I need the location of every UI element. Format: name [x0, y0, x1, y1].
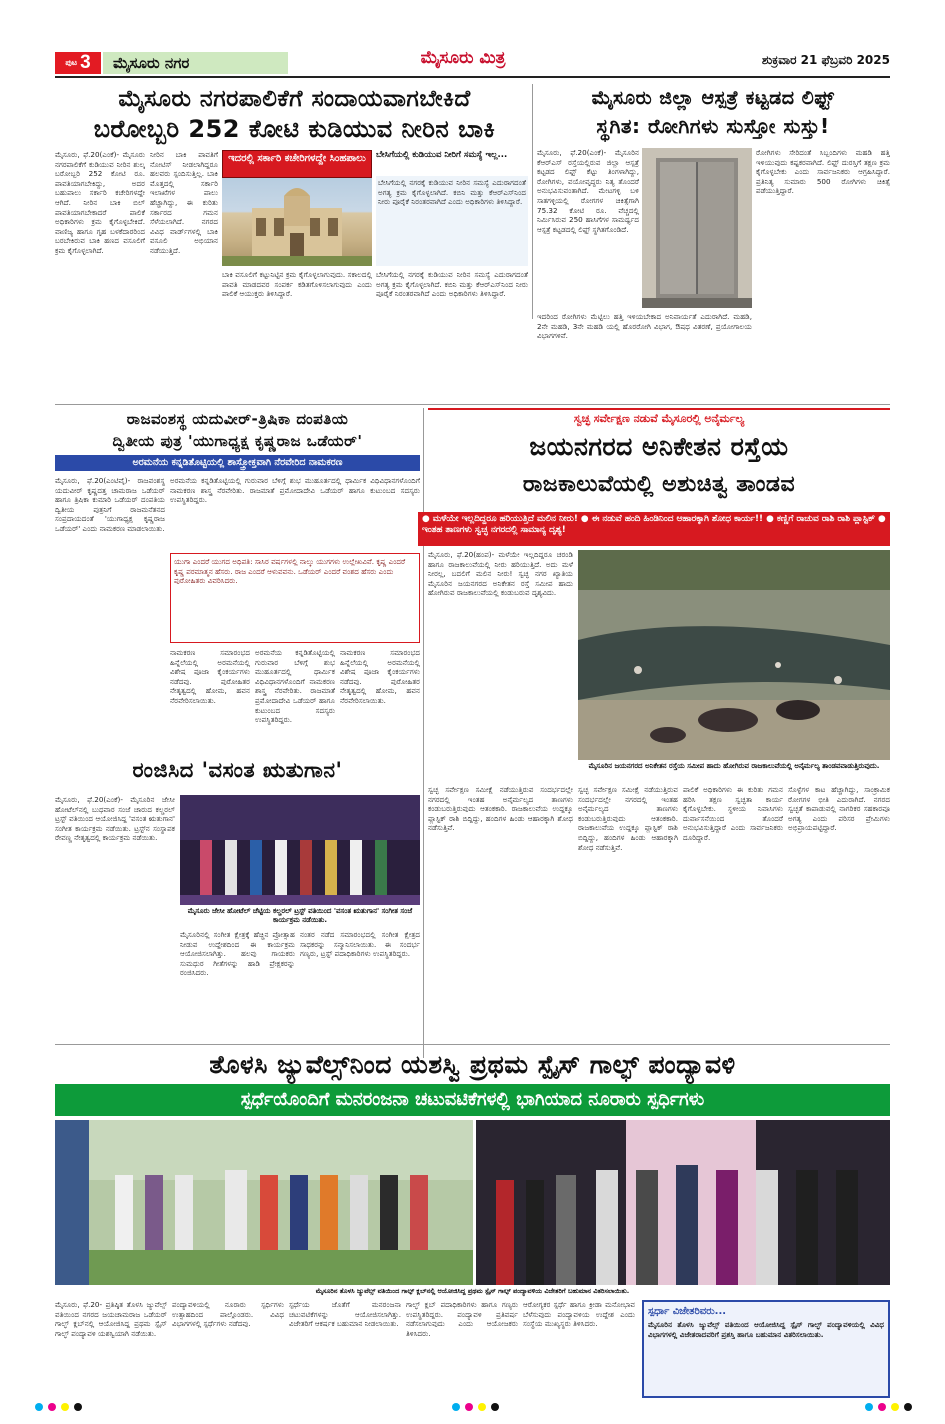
row-divider	[55, 404, 890, 405]
story3-headline-line1: ರಾಜವಂಶಸ್ಥ ಯದುವೀರ್-ತ್ರಿಷಿಕಾ ದಂಪತಿಯ	[126, 410, 349, 428]
story4-photo-caption: ಮೈಸೂರಿನ ಜಯನಗರದ ಅನಿಕೇತನ ರಸ್ತೆಯ ಸಮೀಪ ಹಾದು ಹೋಗಿರುವ ರಾಜಕಾಲುವೆಯಲ್ಲಿ ಅನೈರ್ಮಲ್ಯ ತಾಂಡವವಾಡುತ್ತಿರುವುದು.	[588, 762, 880, 770]
story6-column-2: ಪಂದ್ಯಾವಳಿಯಲ್ಲಿ ನೂರಾರು ಸ್ಪರ್ಧಿಗಳು ಉತ್ಸಾಹದಿಂದ ಪಾಲ್ಗೊಂಡರು. ವಿವಿಧ ವಿಭಾಗಗಳಲ್ಲಿ ಸ್ಪರ್ಧೆಗಳು ನಡೆದವು.	[172, 1300, 284, 1329]
story4-column-2: ಸ್ವಚ್ಛ ಸರ್ವೇಕ್ಷಣ ಸಮೀಕ್ಷೆ ನಡೆಯುತ್ತಿರುವ ಸಂದರ್ಭದಲ್ಲೇ ನಗರದಲ್ಲಿ ಇಂತಹ ಅನೈರ್ಮಲ್ಯದ ತಾಣಗಳು ಕಂಡುಬರುತ್ತಿರುವುದು ಆತಂಕಕಾರಿ. ರಾಜಕಾಲುವೆಯ ಉದ್ದಕ್ಕೂ ಪ್ಲಾಸ್ಟಿಕ್ ರಾಶಿ ಬಿದ್ದಿದ್ದು, ಹಂದಿಗಳ ಹಿಂಡು ಆಹಾರಕ್ಕಾಗಿ ಶೋಧ ನಡೆಸುತ್ತಿವೆ.	[578, 785, 678, 852]
story1-headline-line2: ಬರೋಬ್ಬರಿ 252 ಕೋಟಿ ಕುಡಿಯುವ ನೀರಿನ ಬಾಕಿ	[93, 115, 496, 143]
page-word: ಪುಟ	[65, 58, 78, 67]
winners-text: ಮೈಸೂರಿನ ತೊಳಸಿ ಜ್ಯುವೆಲ್ಸ್ ವತಿಯಿಂದ ಆಯೋಜಿಸಿದ್ದ ಸ್ಪೈಸ್ ಗಾಲ್ಫ್ ಪಂದ್ಯಾವಳಿಯಲ್ಲಿ ವಿವಿಧ ವಿಭಾಗಗಳಲ್ಲಿ ವಿಜೇತರಾದವರಿಗೆ ಪ್ರಶಸ್ತಿ ಹಾಗೂ ಬಹುಮಾನ ವಿತರಿಸಲಾಯಿತು.	[648, 1320, 884, 1339]
story4-column-1: ಮೈಸೂರು, ಫೆ.20(ಹಂಪ)- ಮಳೆಯೇ ಇಲ್ಲದಿದ್ದರೂ ಚರಂಡಿ ಹಾಗೂ ರಾಜಕಾಲುವೆಯಲ್ಲಿ ನೀರು ಹರಿಯುತ್ತಿದೆ. ಅದು ಮಳೆ ನೀರಲ್ಲ, ಬದಲಿಗೆ ಮಲಿನ ನೀರು! ಸ್ವಚ್ಛ ನಗರ ಖ್ಯಾತಿಯ ಮೈಸೂರಿನ ಜಯನಗರದ ಅನಿಕೇತನ ರಸ್ತೆ ಸಮೀಪ ಹಾದು ಹೋಗಿರುವ ರಾಜಕಾಲುವೆಯಲ್ಲಿ ಕಂಡುಬರುವ ದೃಶ್ಯವಿದು.	[428, 550, 573, 598]
winners-box	[642, 1300, 890, 1398]
drain-illustration	[578, 550, 890, 760]
column-divider	[423, 408, 424, 1058]
masthead-logo: ಮೈಸೂರು ಮಿತ್ರ	[420, 48, 506, 68]
story2-column-1: ಮೈಸೂರು, ಫೆ.20(ಎಂಕೆ)- ಮೈಸೂರಿನ ಕೆಆರ್‌ಎಸ್ ರಸ್ತೆಯಲ್ಲಿರುವ ಜಿಲ್ಲಾ ಆಸ್ಪತ್ರೆ ಕಟ್ಟಡದ ಲಿಫ್ಟ್ ಕೆಟ್ಟು ತಿಂಗಳಾಗಿದ್ದು, ರೋಗಿಗಳು, ವಯೋವೃದ್ಧರು ನಿತ್ಯ ತೊಂದರೆ ಅನುಭವಿಸುವಂತಾಗಿದೆ. ಮೇಟಗಳ್ಳಿ ಬಳಿ ಸಾತಗಳ್ಳಿಯಲ್ಲಿ ರೋಗಗಳ ಚಿಕಿತ್ಸೆಗಾಗಿ 75.32 ಕೋಟಿ ರೂ. ವೆಚ್ಚದಲ್ಲಿ ನಿರ್ಮಿಸಿರುವ 250 ಹಾಸಿಗೆಗಳ ಸಾಮರ್ಥ್ಯದ ಆಸ್ಪತ್ರೆ ಕಟ್ಟಡದಲ್ಲಿ ಲಿಫ್ಟ್ ಸ್ಥಗಿತಗೊಂಡಿದೆ.	[537, 148, 639, 234]
dateline: ಶುಕ್ರವಾರ 21 ಫೆಬ್ರವರಿ 2025	[761, 53, 890, 67]
story6-column-5: ಆರೋಗ್ಯಕರ ಸ್ಪರ್ಧೆ ಹಾಗೂ ಕ್ರೀಡಾ ಮನೋಭಾವ ಬೆಳೆಸುವುದು ಪಂದ್ಯಾವಳಿಯ ಉದ್ದೇಶ ಎಂದು ಸಂಸ್ಥೆಯ ಮುಖ್ಯಸ್ಥರು ತಿಳಿಸಿದರು.	[523, 1300, 635, 1329]
row-divider	[55, 1044, 890, 1045]
story1-side-title: ಬೇಸಿಗೆಯಲ್ಲಿ ಕುಡಿಯುವ ನೀರಿಗೆ ಸಮಸ್ಯೆ ಇಲ್ಲ...	[376, 150, 508, 160]
award-illustration	[476, 1120, 890, 1285]
story6-headline: ತೊಳಸಿ ಜ್ಯುವೆಲ್ಸ್‌ನಿಂದ ಯಶಸ್ವಿ ಪ್ರಥಮ ಸ್ಪೈಸ್ ಗಾಲ್ಫ್ ಪಂದ್ಯಾವಳಿ	[209, 1050, 736, 1079]
story5-headline: ರಂಜಿಸಿದ 'ವಸಂತ ಋತುಗಾನ'	[132, 758, 343, 782]
story3-note-box: ಯುಗಾ ಎಂದರೆ ಯುಗದ ಅಧಿಪತಿ: ಸಾಸಿರ ವರ್ಷಗಳಲ್ಲಿ ನಾಲ್ಕು ಯುಗಗಳು ಉಲ್ಲೇಖವಿವೆ. ಕೃಷ್ಣ ಎಂದರೆ ಕೃಷ್ಣ ಪರಮಾತ್ಮನ ಹೆಸರು. ರಾಜ ಎಂದರೆ ಆಳುವವನು. ಒಡೆಯರ್ ಎಂದರೆ ವಂಶದ ಹೆಸರು ಎಂದು ಪುರೋಹಿತರು ವಿವರಿಸಿದರು.	[170, 553, 420, 643]
section-name: ಮೈಸೂರು ನಗರ	[103, 52, 288, 74]
story3-column-2: ಅರಮನೆಯ ಕನ್ನಡಿತೊಟ್ಟಿಯಲ್ಲಿ ಗುರುವಾರ ಬೆಳಿಗ್ಗೆ ಶುಭ ಮುಹೂರ್ತದಲ್ಲಿ ಧಾರ್ಮಿಕ ವಿಧಿವಿಧಾನಗಳೊಂದಿಗೆ ನಾಮಕರಣ ಶಾಸ್ತ್ರ ನೆರವೇರಿತು. ರಾಜಮಾತೆ ಪ್ರಮೋದಾದೇವಿ ಒಡೆಯರ್ ಹಾಗೂ ಕುಟುಂಬದ ಸದಸ್ಯರು ಉಪಸ್ಥಿತರಿದ್ದರು.	[170, 476, 420, 505]
story5-photo-caption: ಮೈಸೂರು ಜೇಸೀ ಹೋಟೆಲ್ ಚೆಟ್ಟಿಯ ಕಲ್ಚರಲ್ ಟ್ರಸ್ಟ್ ವತಿಯಿಂದ 'ವಸಂತ ಋತುಗಾನ' ಸಂಗೀತ ಸಂಜೆ ಕಾರ್ಯಕ್ರಮ ನಡೆಯಿತು.	[187, 907, 413, 924]
story1-column-3: ಬಾಕಿ ವಸೂಲಿಗೆ ಕಟ್ಟುನಿಟ್ಟಿನ ಕ್ರಮ ಕೈಗೊಳ್ಳಲಾಗುವುದು. ಸಕಾಲದಲ್ಲಿ ಪಾವತಿ ಮಾಡದವರ ಸಂಪರ್ಕ ಕಡಿತಗೊಳಿಸಲಾಗುವುದು ಎಂದು ಪಾಲಿಕೆ ಆಯುಕ್ತರು ತಿಳಿಸಿದ್ದಾರೆ.	[222, 270, 372, 299]
story4-column-4: ಸೊಳ್ಳೆಗಳ ಕಾಟ ಹೆಚ್ಚಾಗಿದ್ದು, ಸಾಂಕ್ರಾಮಿಕ ರೋಗಗಳ ಭೀತಿ ಎದುರಾಗಿದೆ. ನಗರದ ಸ್ವಚ್ಛತೆ ಕಾಪಾಡುವಲ್ಲಿ ನಾಗರಿಕರ ಸಹಕಾರವೂ ಅಗತ್ಯ ಎಂದು ಪರಿಸರ ಪ್ರೇಮಿಗಳು ಅಭಿಪ್ರಾಯಪಟ್ಟಿದ್ದಾರೆ.	[788, 785, 890, 833]
story1-side-column: ಬೇಸಿಗೆಯಲ್ಲಿ ನಗರಕ್ಕೆ ಕುಡಿಯುವ ನೀರಿನ ಸಮಸ್ಯೆ ಎದುರಾಗದಂತೆ ಅಗತ್ಯ ಕ್ರಮ ಕೈಗೊಳ್ಳಲಾಗಿದೆ. ಕಬಿನಿ ಮತ್ತು ಕೆಆರ್‌ಎಸ್‌ನಿಂದ ನೀರು ಪೂರೈಕೆ ನಿರಂತರವಾಗಿದೆ ಎಂದು ಅಧಿಕಾರಿಗಳು ತಿಳಿಸಿದ್ದಾರೆ.	[376, 176, 528, 266]
story2-column-3: ರೋಗಿಗಳು ಸೇರಿದಂತೆ ಸಿಬ್ಬಂದಿಗಳು ಮಹಡಿ ಹತ್ತಿ ಇಳಿಯುವುದು ಕಷ್ಟಕರವಾಗಿದೆ. ಲಿಫ್ಟ್ ದುರಸ್ತಿಗೆ ತಕ್ಷಣ ಕ್ರಮ ಕೈಗೊಳ್ಳಬೇಕು ಎಂದು ಸಾರ್ವಜನಿಕರು ಆಗ್ರಹಿಸಿದ್ದಾರೆ. ಪ್ರತಿನಿತ್ಯ ಸುಮಾರು 500 ರೋಗಿಗಳು ಚಿಕಿತ್ಸೆ ಪಡೆಯುತ್ತಿದ್ದಾರೆ.	[756, 148, 890, 196]
story6-column-4: ಗಾಲ್ಫ್ ಕ್ಲಬ್ ಪದಾಧಿಕಾರಿಗಳು ಹಾಗೂ ಗಣ್ಯರು ಉಪಸ್ಥಿತರಿದ್ದರು. ಪಂದ್ಯಾವಳಿ ಪ್ರತಿವರ್ಷ ನಡೆಸಲಾಗುವುದು ಎಂದು ಆಯೋಜಕರು ತಿಳಿಸಿದರು.	[406, 1300, 518, 1338]
golfers-illustration	[55, 1120, 473, 1285]
print-registration-marks-center	[452, 1403, 499, 1411]
story4-headline	[428, 428, 890, 504]
story1-inset-label: ಇದರಲ್ಲಿ ಸರ್ಕಾರಿ ಕಚೇರಿಗಳದ್ದೇ ಸಿಂಹಪಾಲು	[222, 150, 372, 178]
story6-column-3: ಸ್ಪರ್ಧೆಯ ಜೊತೆಗೆ ಮನರಂಜನಾ ಚಟುವಟಿಕೆಗಳನ್ನು ಆಯೋಜಿಸಲಾಗಿತ್ತು. ವಿಜೇತರಿಗೆ ಆಕರ್ಷಕ ಬಹುಮಾನ ನೀಡಲಾಯಿತು.	[289, 1300, 401, 1329]
story4-column-3: ಪಾಲಿಕೆ ಅಧಿಕಾರಿಗಳು ಈ ಕುರಿತು ಗಮನ ಹರಿಸಿ ತಕ್ಷಣ ಸ್ವಚ್ಛತಾ ಕಾರ್ಯ ಕೈಗೊಳ್ಳಬೇಕು. ಸ್ಥಳೀಯ ನಿವಾಸಿಗಳು ದುರ್ವಾಸನೆಯಿಂದ ತೊಂದರೆ ಅನುಭವಿಸುತ್ತಿದ್ದಾರೆ ಎಂದು ಸಾರ್ವಜನಿಕರು ದೂರಿದ್ದಾರೆ.	[683, 785, 783, 842]
story6-photo-award	[476, 1120, 890, 1285]
story5-column-3: ನಂತರ ನಡೆದ ಸಮಾರಂಭದಲ್ಲಿ ಸಂಗೀತ ಕ್ಷೇತ್ರದ ಸಾಧಕರನ್ನು ಸನ್ಮಾನಿಸಲಾಯಿತು. ಈ ಸಂದರ್ಭ ಗಣ್ಯರು, ಟ್ರಸ್ಟ್ ಪದಾಧಿಕಾರಿಗಳು ಉಪಸ್ಥಿತರಿದ್ದರು.	[300, 930, 420, 959]
story1-column-2: ನೀರಿನ ಬಾಕಿ ಪಾವತಿಗೆ ನೋಟಿಸ್ ನೀಡಲಾಗಿದ್ದರೂ ಹಲವರು ಸ್ಪಂದಿಸುತ್ತಿಲ್ಲ. ಬಾಕಿ ಮೊತ್ತದಲ್ಲಿ ಸರ್ಕಾರಿ ಇಲಾಖೆಗಳ ಪಾಲು ಹೆಚ್ಚಾಗಿದ್ದು, ಈ ಕುರಿತು ಸರ್ಕಾರದ ಗಮನ ಸೆಳೆಯಲಾಗಿದೆ. ನಗರದ ವಿವಿಧ ವಾರ್ಡ್‌ಗಳಲ್ಲಿ ಬಾಕಿ ವಸೂಲಿ ಅಭಿಯಾನ ನಡೆಯುತ್ತಿದೆ.	[150, 150, 218, 255]
page-number-badge	[55, 52, 101, 74]
story4-bullets: ● ಮಳೆಯೇ ಇಲ್ಲದಿದ್ದರೂ ಹರಿಯುತ್ತಿದೆ ಮಲಿನ ನೀರು! ● ಈ ನಡುವೆ ಹಂದಿ ಹಿಂಡಿನಿಂದ ಆಹಾರಕ್ಕಾಗಿ ಶೋಧ ಕಾರ್ಯ!! ● ಕಣ್ಣಿಗೆ ರಾಚುವ ರಾಶಿ ರಾಶಿ ಪ್ಲಾಸ್ಟಿಕ್ ● ಇಂತಹ ತಾಣಗಳು ಸ್ವಚ್ಛ ನಗರದಲ್ಲಿ ಸಾಮಾನ್ಯ ದೃಶ್ಯ!	[418, 512, 890, 546]
story3-subhead: ಅರಮನೆಯ ಕನ್ನಡಿತೊಟ್ಟಿಯಲ್ಲಿ ಶಾಸ್ತ್ರೋಕ್ತವಾಗಿ ನೆರವೇರಿದ ನಾಮಕರಣ	[55, 455, 420, 471]
story1-headline	[62, 84, 527, 144]
lift-illustration	[642, 148, 752, 308]
story4-headline-line2: ರಾಜಕಾಲುವೆಯಲ್ಲಿ ಅಶುಚಿತ್ವ ತಾಂಡವ	[522, 472, 796, 497]
story5-column-2: ಮೈಸೂರಿನಲ್ಲಿ ಸಂಗೀತ ಕ್ಷೇತ್ರಕ್ಕೆ ಹೆಚ್ಚಿನ ಪ್ರೋತ್ಸಾಹ ನೀಡುವ ಉದ್ದೇಶದಿಂದ ಈ ಕಾರ್ಯಕ್ರಮ ಆಯೋಜಿಸಲಾಗಿತ್ತು. ಹಲವು ಗಾಯಕರು ಸುಮಧುರ ಗೀತೆಗಳನ್ನು ಹಾಡಿ ಪ್ರೇಕ್ಷಕರನ್ನು ರಂಜಿಸಿದರು.	[180, 930, 295, 978]
story4-headline-line1: ಜಯನಗರದ ಅನಿಕೇತನ ರಸ್ತೆಯ	[529, 432, 789, 461]
winners-title: ಸ್ಪರ್ಧಾ ವಿಜೇತರಿವರು...	[648, 1306, 727, 1317]
story3-column-5: ನಾಮಕರಣ ಸಮಾರಂಭದ ಹಿನ್ನೆಲೆಯಲ್ಲಿ ಅರಮನೆಯಲ್ಲಿ ವಿಶೇಷ ಪೂಜಾ ಕೈಂಕರ್ಯಗಳು ನಡೆದವು. ಪುರೋಹಿತರ ನೇತೃತ್ವದಲ್ಲಿ ಹೋಮ, ಹವನ ನೆರವೇರಿಸಲಾಯಿತು.	[340, 648, 420, 705]
story3-headline	[55, 408, 420, 452]
story3-column-4: ಅರಮನೆಯ ಕನ್ನಡಿತೊಟ್ಟಿಯಲ್ಲಿ ಗುರುವಾರ ಬೆಳಿಗ್ಗೆ ಶುಭ ಮುಹೂರ್ತದಲ್ಲಿ ಧಾರ್ಮಿಕ ವಿಧಿವಿಧಾನಗಳೊಂದಿಗೆ ನಾಮಕರಣ ಶಾಸ್ತ್ರ ನೆರವೇರಿತು. ರಾಜಮಾತೆ ಪ್ರಮೋದಾದೇವಿ ಒಡೆಯರ್ ಹಾಗೂ ಕುಟುಂಬದ ಸದಸ್ಯರು ಉಪಸ್ಥಿತರಿದ್ದರು.	[255, 648, 335, 725]
story6-column-1: ಮೈಸೂರು, ಫೆ.20- ಪ್ರತಿಷ್ಠಿತ ತೊಳಸಿ ಜ್ಯುವೆಲ್ಸ್ ವತಿಯಿಂದ ನಗರದ ಜಯಚಾಮರಾಜ ಒಡೆಯರ್ ಗಾಲ್ಫ್ ಕ್ಲಬ್‌ನಲ್ಲಿ ಆಯೋಜಿಸಿದ್ದ ಪ್ರಥಮ ಸ್ಪೈಸ್ ಗಾಲ್ಫ್ ಪಂದ್ಯಾವಳಿ ಯಶಸ್ವಿಯಾಗಿ ನಡೆಯಿತು.	[55, 1300, 167, 1338]
building-illustration	[222, 178, 372, 266]
story1-photo-building	[222, 178, 372, 266]
story5-photo-stage	[180, 795, 420, 905]
story1-column-1: ಮೈಸೂರು, ಫೆ.20(ಎಂಕೆ)- ಮೈಸೂರು ನಗರಪಾಲಿಕೆಗೆ ಕುಡಿಯುವ ನೀರಿನ ಶುಲ್ಕ ಬರೋಬ್ಬರಿ 252 ಕೋಟಿ ರೂ. ಪಾವತಿಯಾಗಬೇಕಿದ್ದು, ಅದರ ಬಹುಪಾಲು ಸರ್ಕಾರಿ ಕಚೇರಿಗಳದ್ದೇ ಆಗಿದೆ. ನೀರಿನ ಬಾಕಿ ಬಿಲ್ ಪಾವತಿಯಾಗಬೇಕಾದರೆ ಪಾಲಿಕೆ ಅಧಿಕಾರಿಗಳು ಕ್ರಮ ಕೈಗೊಳ್ಳಬೇಕಿದೆ. ವಾಣಿಜ್ಯ ಹಾಗೂ ಗೃಹ ಬಳಕೆದಾರರಿಂದ ಬರಬೇಕಿರುವ ಬಾಕಿ ಹಣದ ವಸೂಲಿಗೆ ಕ್ರಮ ಕೈಗೊಳ್ಳಲಾಗಿದೆ.	[55, 150, 145, 255]
story2-headline	[537, 84, 889, 140]
column-divider	[532, 84, 533, 319]
print-registration-marks-left	[35, 1403, 82, 1411]
stage-illustration	[180, 795, 420, 905]
story2-column-2: ಇದರಿಂದ ರೋಗಿಗಳು ಮೆಟ್ಟಿಲು ಹತ್ತಿ ಇಳಿಯಬೇಕಾದ ಅನಿವಾರ್ಯತೆ ಎದುರಾಗಿದೆ. ಮಹಡಿ, 2ನೇ ಮಹಡಿ, 3ನೇ ಮಹಡಿ ಯಲ್ಲಿ ಹೊರರೋಗಿ ವಿಭಾಗ, ಔಷಧ ವಿತರಣೆ, ಪ್ರಯೋಗಾಲಯ ವಿಭಾಗಗಳಿವೆ.	[537, 312, 752, 341]
story1-column-4: ಬೇಸಿಗೆಯಲ್ಲಿ ನಗರಕ್ಕೆ ಕುಡಿಯುವ ನೀರಿನ ಸಮಸ್ಯೆ ಎದುರಾಗದಂತೆ ಅಗತ್ಯ ಕ್ರಮ ಕೈಗೊಳ್ಳಲಾಗಿದೆ. ಕಬಿನಿ ಮತ್ತು ಕೆಆರ್‌ಎಸ್‌ನಿಂದ ನೀರು ಪೂರೈಕೆ ನಿರಂತರವಾಗಿದೆ ಎಂದು ಅಧಿಕಾರಿಗಳು ತಿಳಿಸಿದ್ದಾರೆ.	[376, 270, 528, 299]
story1-headline-line1: ಮೈಸೂರು ನಗರಪಾಲಿಕೆಗೆ ಸಂದಾಯವಾಗಬೇಕಿದೆ	[118, 86, 471, 112]
story6-subhead: ಸ್ಪರ್ಧೆಯೊಂದಿಗೆ ಮನರಂಜನಾ ಚಟುವಟಿಕೆಗಳಲ್ಲಿ ಭಾಗಿಯಾದ ನೂರಾರು ಸ್ಪರ್ಧಿಗಳು	[55, 1084, 890, 1116]
story3-column-1: ಮೈಸೂರು, ಫೆ.20(ಎಂಟಿವೈ)- ರಾಜವಂಶಸ್ಥ ಯದುವೀರ್ ಕೃಷ್ಣದತ್ತ ಚಾಮರಾಜ ಒಡೆಯರ್ ಹಾಗೂ ತ್ರಿಷಿಕಾ ಕುಮಾರಿ ಒಡೆಯರ್ ದಂಪತಿಯ ದ್ವಿತೀಯ ಪುತ್ರನಿಗೆ ರಾಜಮನೆತನದ ಸಂಪ್ರದಾಯದಂತೆ 'ಯುಗಾಧ್ಯಕ್ಷ ಕೃಷ್ಣರಾಜ ಒಡೆಯರ್' ಎಂದು ನಾಮಕರಣ ಮಾಡಲಾಯಿತು.	[55, 476, 165, 533]
header-rule	[55, 76, 890, 78]
story3-headline-line2: ದ್ವಿತೀಯ ಪುತ್ರ 'ಯುಗಾಧ್ಯಕ್ಷ ಕೃಷ್ಣರಾಜ ಒಡೆಯರ್'	[112, 432, 363, 450]
page-number: 3	[80, 52, 91, 73]
print-registration-marks-right	[865, 1403, 912, 1411]
story4-column-5: ಸ್ವಚ್ಛ ಸರ್ವೇಕ್ಷಣ ಸಮೀಕ್ಷೆ ನಡೆಯುತ್ತಿರುವ ಸಂದರ್ಭದಲ್ಲೇ ನಗರದಲ್ಲಿ ಇಂತಹ ಅನೈರ್ಮಲ್ಯದ ತಾಣಗಳು ಕಂಡುಬರುತ್ತಿರುವುದು ಆತಂಕಕಾರಿ. ರಾಜಕಾಲುವೆಯ ಉದ್ದಕ್ಕೂ ಪ್ಲಾಸ್ಟಿಕ್ ರಾಶಿ ಬಿದ್ದಿದ್ದು, ಹಂದಿಗಳ ಹಿಂಡು ಆಹಾರಕ್ಕಾಗಿ ಶೋಧ ನಡೆಸುತ್ತಿವೆ.	[428, 785, 573, 833]
story2-photo-lift	[642, 148, 752, 308]
story2-headline-line1: ಮೈಸೂರು ಜಿಲ್ಲಾ ಆಸ್ಪತ್ರೆ ಕಟ್ಟಡದ ಲಿಫ್ಟ್	[591, 87, 835, 109]
story5-column-1: ಮೈಸೂರು, ಫೆ.20(ಎಂಕೆ)- ಮೈಸೂರಿನ ಜೇಸೀ ಹೋಟೆಲ್‌ನಲ್ಲಿ ಬುಧವಾರ ಸಂಜೆ ಚಾರುದ ಕಲ್ಚರಲ್ ಟ್ರಸ್ಟ್ ವತಿಯಿಂದ ಆಯೋಜಿಸಿದ್ದ 'ವಸಂತ ಋತುಗಾನ' ಸಂಗೀತ ಕಾರ್ಯಕ್ರಮ ನಡೆಯಿತು. ಟ್ರಸ್ಟ್‌ನ ಸಂಸ್ಥಾಪಕ ರೇವಣ್ಣ ನೇತೃತ್ವದಲ್ಲಿ ಕಾರ್ಯಕ್ರಮ ನಡೆಯಿತು.	[55, 795, 175, 843]
story6-photo-caption: ಮೈಸೂರಿನ ತೊಳಸಿ ಜ್ಯುವೆಲ್ಸ್ ವತಿಯಿಂದ ಗಾಲ್ಫ್ ಕ್ಲಬ್‌ನಲ್ಲಿ ಆಯೋಜಿಸಿದ್ದ ಪ್ರಥಮ ಸ್ಪೈಸ್ ಗಾಲ್ಫ್ ಪಂದ್ಯಾವಳಿಯ ವಿಜೇತರಿಗೆ ಬಹುಮಾನ ವಿತರಿಸಲಾಯಿತು.	[315, 1287, 630, 1295]
story4-kicker: ಸ್ವಚ್ಛ ಸರ್ವೇಕ್ಷಣ ನಡುವೆ ಮೈಸೂರಲ್ಲಿ ಅನೈರ್ಮಲ್ಯ	[428, 408, 890, 426]
story6-photo-golfers	[55, 1120, 473, 1285]
story4-photo-drain	[578, 550, 890, 760]
story3-column-3: ನಾಮಕರಣ ಸಮಾರಂಭದ ಹಿನ್ನೆಲೆಯಲ್ಲಿ ಅರಮನೆಯಲ್ಲಿ ವಿಶೇಷ ಪೂಜಾ ಕೈಂಕರ್ಯಗಳು ನಡೆದವು. ಪುರೋಹಿತರ ನೇತೃತ್ವದಲ್ಲಿ ಹೋಮ, ಹವನ ನೆರವೇರಿಸಲಾಯಿತು.	[170, 648, 250, 705]
story2-headline-line2: ಸ್ಥಗಿತ: ರೋಗಿಗಳು ಸುಸ್ತೋ ಸುಸ್ತು!	[596, 114, 830, 138]
